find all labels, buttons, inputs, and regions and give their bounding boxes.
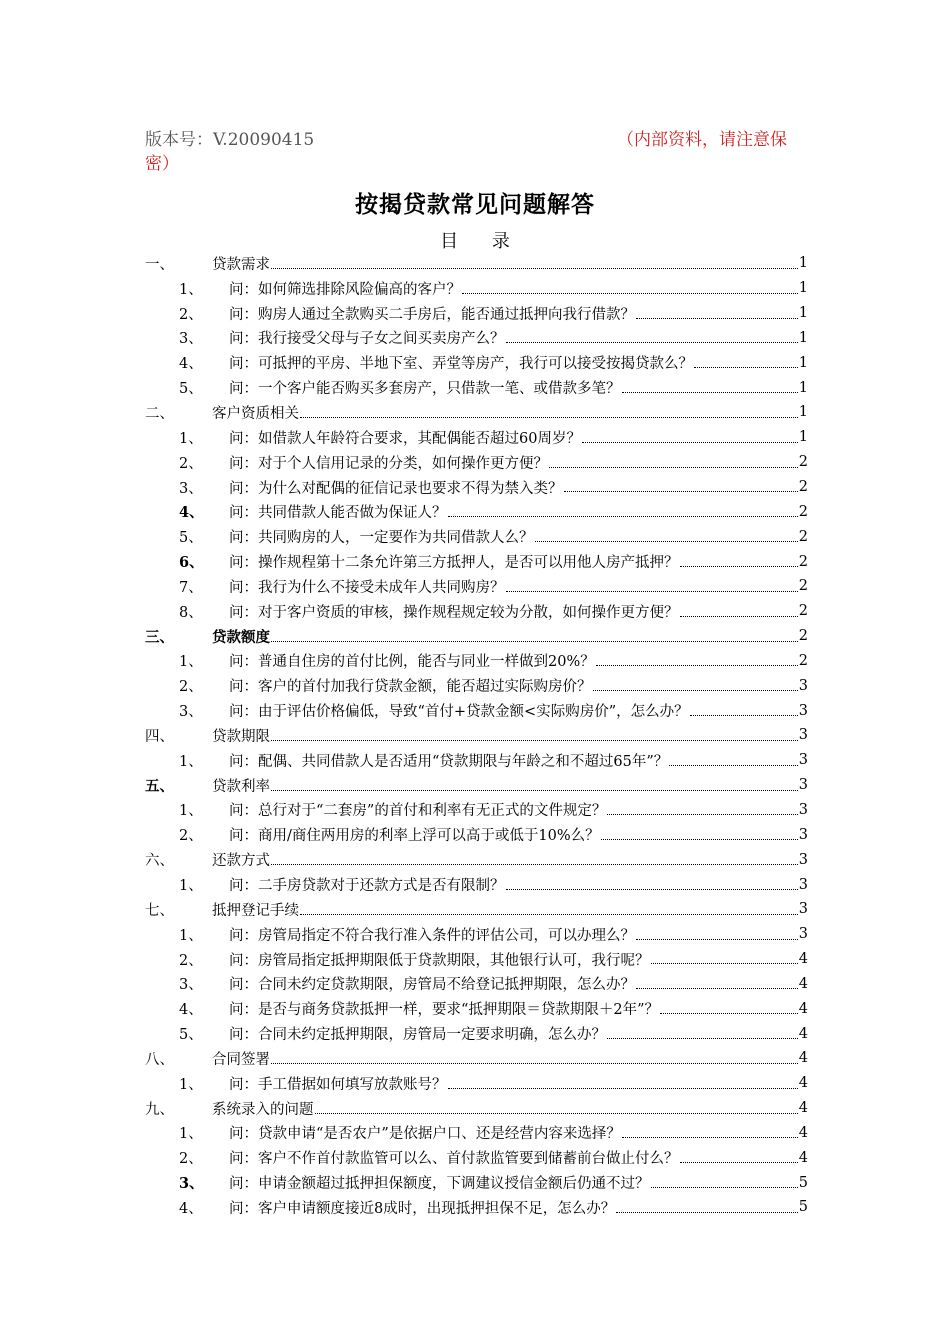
toc-entry-text: 问：贷款申请“是否农户”是依据户口、还是经营内容来选择？ [229, 1126, 621, 1143]
toc-page-number: 3 [798, 826, 808, 843]
toc-entry-text: 问：普通自住房的首付比例，能否与同业一样做到20%？ [229, 654, 595, 671]
toc-question-entry[interactable] [145, 450, 808, 475]
toc-entry-number: 五、 [145, 777, 174, 795]
toc-entry-number: 3、 [179, 331, 203, 348]
toc-page-number: 3 [798, 752, 808, 769]
toc-entry-text: 问：可抵押的平房、半地下室、弄堂等房产，我行可以接受按揭贷款么？ [229, 356, 693, 373]
toc-entry-number: 1、 [179, 753, 203, 770]
toc-page-number: 1 [798, 255, 808, 272]
toc-dot-leader [506, 590, 798, 592]
toc-question-entry[interactable] [145, 748, 808, 773]
toc-entry-number: 2、 [179, 306, 203, 323]
toc-dot-leader [448, 1087, 798, 1089]
toc-page-number: 2 [798, 603, 808, 620]
toc-entry-text: 问：如借款人年龄符合要求，其配偶能否超过60周岁？ [229, 430, 581, 447]
toc-entry-number: 2、 [179, 679, 203, 696]
toc-entry-number: 九、 [145, 1101, 174, 1118]
toc-dot-leader [448, 515, 798, 517]
toc-entry-text: 问：我行接受父母与子女之间买卖房产么？ [229, 331, 505, 348]
toc-dot-leader [271, 640, 798, 642]
toc-entry-number: 1、 [179, 430, 203, 447]
toc-entry-text: 问：客户不作首付款监管可以么、首付款监管要到储蓄前台做止付么？ [229, 1151, 679, 1168]
toc-entry-number: 1、 [179, 878, 203, 895]
toc-page-number: 4 [798, 1025, 808, 1042]
toc-dot-leader [506, 341, 798, 343]
toc-question-entry[interactable] [145, 375, 808, 400]
toc-entry-text: 系统录入的问题 [212, 1101, 314, 1118]
toc-entry-text: 问：二手房贷款对于还款方式是否有限制？ [229, 878, 505, 895]
toc-entry-text: 问：对于个人信用记录的分类，如何操作更方便？ [229, 455, 548, 472]
version-number: 版本号：V.20090415 [145, 130, 315, 150]
toc-question-entry[interactable] [145, 698, 808, 723]
toc-dot-leader [271, 789, 798, 791]
toc-dot-leader [300, 416, 798, 418]
toc-dot-leader [315, 1112, 798, 1114]
toc-dot-leader [607, 1037, 798, 1039]
toc-page-number: 5 [798, 1199, 808, 1216]
toc-page-number: 2 [798, 528, 808, 545]
toc-section-entry[interactable] [145, 1096, 808, 1121]
toc-question-entry[interactable] [145, 1021, 808, 1046]
toc-page-number: 2 [798, 578, 808, 595]
toc-entry-number: 7、 [179, 579, 203, 596]
toc-entry-number: 8、 [179, 604, 203, 621]
toc-page-number: 3 [798, 901, 808, 918]
toc-dot-leader [564, 490, 798, 492]
toc-section-entry[interactable] [145, 897, 808, 922]
toc-page-number: 4 [798, 975, 808, 992]
toc-entry-text: 问：如何筛选排除风险偏高的客户？ [229, 281, 461, 298]
toc-entry-number: 三、 [145, 628, 174, 646]
toc-question-entry[interactable] [145, 922, 808, 947]
toc-entry-text: 问：申请金额超过抵押担保额度，下调建议授信金额后仍通不过？ [229, 1176, 650, 1193]
toc-dot-leader [636, 938, 798, 940]
toc-entry-text: 问：合同未约定贷款期限，房管局不给登记抵押期限，怎么办？ [229, 977, 635, 994]
toc-entry-number: 六、 [145, 853, 174, 870]
toc-entry-text: 问：合同未约定抵押期限，房管局一定要求明确，怎么办？ [229, 1027, 606, 1044]
toc-dot-leader [271, 739, 798, 741]
toc-entry-number: 2、 [179, 1151, 203, 1168]
toc-entry-text: 问：配偶、共同借款人是否适用“贷款期限与年龄之和不超过65年”？ [229, 753, 669, 770]
toc-page-number: 1 [798, 354, 808, 371]
toc-entry-text: 问：房管局指定不符合我行准入条件的评估公司，可以办理么？ [229, 927, 635, 944]
toc-question-entry[interactable] [145, 574, 808, 599]
toc-entry-number: 二、 [145, 405, 174, 422]
toc-dot-leader [601, 838, 798, 840]
document-title: 按揭贷款常见问题解答 [355, 192, 595, 218]
toc-dot-leader [622, 391, 798, 393]
toc-dot-leader [596, 664, 798, 666]
toc-entry-text: 贷款利率 [212, 778, 270, 795]
toc-page-number: 3 [798, 801, 808, 818]
toc-section-entry[interactable] [145, 847, 808, 872]
toc-page-number: 3 [798, 727, 808, 744]
toc-entry-number: 七、 [145, 902, 174, 919]
toc-section-entry[interactable] [145, 723, 808, 748]
toc-entry-number: 八、 [145, 1051, 174, 1068]
toc-entry-number: 1、 [179, 1126, 203, 1143]
toc-entry-number: 3、 [179, 480, 203, 497]
toc-entry-number: 4、 [179, 504, 204, 522]
toc-entry-text: 抵押登记手续 [212, 902, 299, 919]
toc-page-number: 2 [798, 454, 808, 471]
toc-dot-leader [506, 888, 798, 890]
toc-page-number: 1 [798, 280, 808, 297]
toc-entry-text: 问：手工借据如何填写放款账号？ [229, 1076, 447, 1093]
toc-entry-text: 贷款期限 [212, 728, 270, 745]
toc-entry-text: 贷款额度 [212, 628, 270, 646]
toc-page-number: 4 [798, 951, 808, 968]
toc-question-entry[interactable] [145, 301, 808, 326]
toc-question-entry[interactable] [145, 276, 808, 301]
toc-dot-leader [271, 1062, 798, 1064]
confidential-notice-line1: （内部资料，请注意保 [617, 130, 787, 150]
toc-page-number: 4 [798, 1075, 808, 1092]
toc-entry-number: 1、 [179, 281, 203, 298]
toc-question-entry[interactable] [145, 1121, 808, 1146]
toc-page-number: 1 [798, 429, 808, 446]
toc-question-entry[interactable] [145, 822, 808, 847]
toc-page-number: 1 [798, 305, 808, 322]
toc-question-entry[interactable] [145, 549, 808, 574]
toc-entry-number: 3、 [179, 704, 203, 721]
toc-dot-leader [549, 466, 798, 468]
toc-page-number: 1 [798, 404, 808, 421]
toc-entry-number: 1、 [179, 654, 203, 671]
toc-dot-leader [636, 987, 798, 989]
toc-dot-leader [651, 1186, 798, 1188]
toc-section-entry[interactable] [145, 251, 808, 276]
toc-entry-text: 问：共同借款人能否做为保证人？ [229, 505, 447, 522]
toc-dot-leader [535, 540, 798, 542]
toc-entry-number: 1、 [179, 1076, 203, 1093]
toc-entry-text: 问：总行对于“二套房”的首付和利率有无正式的文件规定？ [229, 803, 607, 820]
toc-dot-leader [462, 292, 798, 294]
toc-question-entry[interactable] [145, 499, 808, 524]
toc-dot-leader [680, 615, 798, 617]
toc-entry-text: 问：商用/商住两用房的利率上浮可以高于或低于10%么？ [229, 828, 600, 845]
toc-question-entry[interactable] [145, 326, 808, 351]
toc-entry-text: 问：是否与商务贷款抵押一样，要求“抵押期限＝贷款期限＋2年”？ [229, 1002, 660, 1019]
toc-entry-number: 一、 [145, 256, 174, 273]
toc-page-number: 3 [798, 677, 808, 694]
toc-dot-leader [680, 1161, 798, 1163]
toc-entry-text: 问：我行为什么不接受未成年人共同购房？ [229, 579, 505, 596]
toc-page-number: 4 [798, 1149, 808, 1166]
toc-question-entry[interactable] [145, 599, 808, 624]
toc-dot-leader [582, 441, 798, 443]
toc-page-number: 4 [798, 1100, 808, 1117]
toc-entry-text: 客户资质相关 [212, 405, 299, 422]
toc-question-entry[interactable] [145, 425, 808, 450]
toc-dot-leader [690, 714, 798, 716]
toc-entry-text: 问：客户的首付加我行贷款金额，能否超过实际购房价？ [229, 679, 592, 696]
toc-section-entry[interactable] [145, 624, 808, 649]
toc-entry-text: 问：客户申请额度接近8成时，出现抵押担保不足，怎么办？ [229, 1200, 616, 1217]
toc-entry-text: 还款方式 [212, 853, 270, 870]
toc-question-entry[interactable] [145, 350, 808, 375]
toc-page-number: 3 [798, 702, 808, 719]
toc-question-entry[interactable] [145, 947, 808, 972]
confidential-notice-line2: 密） [145, 154, 179, 174]
toc-entry-number: 5、 [179, 530, 203, 547]
toc-entry-number: 2、 [179, 952, 203, 969]
toc-entry-text: 问：房管局指定抵押期限低于贷款期限，其他银行认可，我行呢？ [229, 952, 650, 969]
toc-entry-number: 1、 [179, 803, 203, 820]
toc-dot-leader [694, 366, 798, 368]
table-of-contents [145, 251, 808, 1220]
toc-page-number: 2 [798, 479, 808, 496]
toc-dot-leader [680, 565, 798, 567]
toc-dot-leader [622, 1136, 798, 1138]
toc-page-number: 3 [798, 876, 808, 893]
toc-entry-number: 6、 [179, 554, 204, 572]
toc-question-entry[interactable] [145, 475, 808, 500]
toc-page-number: 2 [798, 553, 808, 570]
toc-entry-text: 问：为什么对配偶的征信记录也要求不得为禁入类？ [229, 480, 563, 497]
toc-question-entry[interactable] [145, 971, 808, 996]
toc-entry-number: 2、 [179, 828, 203, 845]
toc-entry-text: 问：购房人通过全款购买二手房后，能否通过抵押向我行借款？ [229, 306, 635, 323]
toc-page-number: 3 [798, 851, 808, 868]
toc-heading: 目 录 [440, 231, 524, 252]
toc-entry-text: 问：对于客户资质的审核，操作规程规定较为分散，如何操作更方便？ [229, 604, 679, 621]
toc-entry-number: 5、 [179, 381, 203, 398]
toc-question-entry[interactable] [145, 1195, 808, 1220]
toc-page-number: 1 [798, 379, 808, 396]
toc-question-entry[interactable] [145, 798, 808, 823]
toc-section-entry[interactable] [145, 1046, 808, 1071]
toc-entry-number: 3、 [179, 977, 203, 994]
toc-dot-leader [651, 962, 798, 964]
toc-dot-leader [669, 764, 797, 766]
toc-page-number: 2 [798, 628, 808, 645]
toc-entry-number: 4、 [179, 1200, 203, 1217]
toc-page-number: 1 [798, 329, 808, 346]
toc-entry-text: 合同签署 [212, 1051, 270, 1068]
toc-section-entry[interactable] [145, 400, 808, 425]
toc-dot-leader [300, 913, 798, 915]
toc-entry-number: 四、 [145, 728, 174, 745]
toc-page-number: 2 [798, 503, 808, 520]
toc-page-number: 4 [798, 1124, 808, 1141]
toc-entry-number: 4、 [179, 356, 203, 373]
toc-question-entry[interactable] [145, 524, 808, 549]
toc-dot-leader [607, 813, 797, 815]
toc-entry-text: 问：一个客户能否购买多套房产，只借款一笔、或借款多笔？ [229, 381, 621, 398]
toc-question-entry[interactable] [145, 872, 808, 897]
toc-dot-leader [636, 317, 798, 319]
toc-dot-leader [616, 1211, 798, 1213]
toc-entry-number: 4、 [179, 1002, 203, 1019]
toc-dot-leader [593, 689, 798, 691]
toc-question-entry[interactable] [145, 1170, 808, 1195]
toc-page-number: 4 [798, 1000, 808, 1017]
toc-page-number: 3 [798, 777, 808, 794]
toc-page-number: 2 [798, 652, 808, 669]
toc-entry-text: 问：由于评估价格偏低，导致“首付+贷款金额<实际购房价”，怎么办？ [229, 704, 689, 721]
toc-entry-number: 2、 [179, 455, 203, 472]
toc-page-number: 5 [798, 1174, 808, 1191]
toc-question-entry[interactable] [145, 996, 808, 1021]
toc-dot-leader [271, 267, 798, 269]
toc-page-number: 3 [798, 926, 808, 943]
toc-question-entry[interactable] [145, 649, 808, 674]
toc-dot-leader [271, 863, 798, 865]
toc-page-number: 4 [798, 1050, 808, 1067]
toc-entry-text: 问：共同购房的人，一定要作为共同借款人么？ [229, 530, 534, 547]
toc-entry-number: 5、 [179, 1027, 203, 1044]
toc-dot-leader [660, 1012, 798, 1014]
toc-question-entry[interactable] [145, 673, 808, 698]
toc-entry-number: 1、 [179, 927, 203, 944]
toc-question-entry[interactable] [145, 1145, 808, 1170]
toc-entry-number: 3、 [179, 1175, 204, 1193]
toc-question-entry[interactable] [145, 1071, 808, 1096]
toc-entry-text: 贷款需求 [212, 256, 270, 273]
toc-entry-text: 问：操作规程第十二条允许第三方抵押人，是否可以用他人房产抵押？ [229, 555, 679, 572]
toc-section-entry[interactable] [145, 773, 808, 798]
